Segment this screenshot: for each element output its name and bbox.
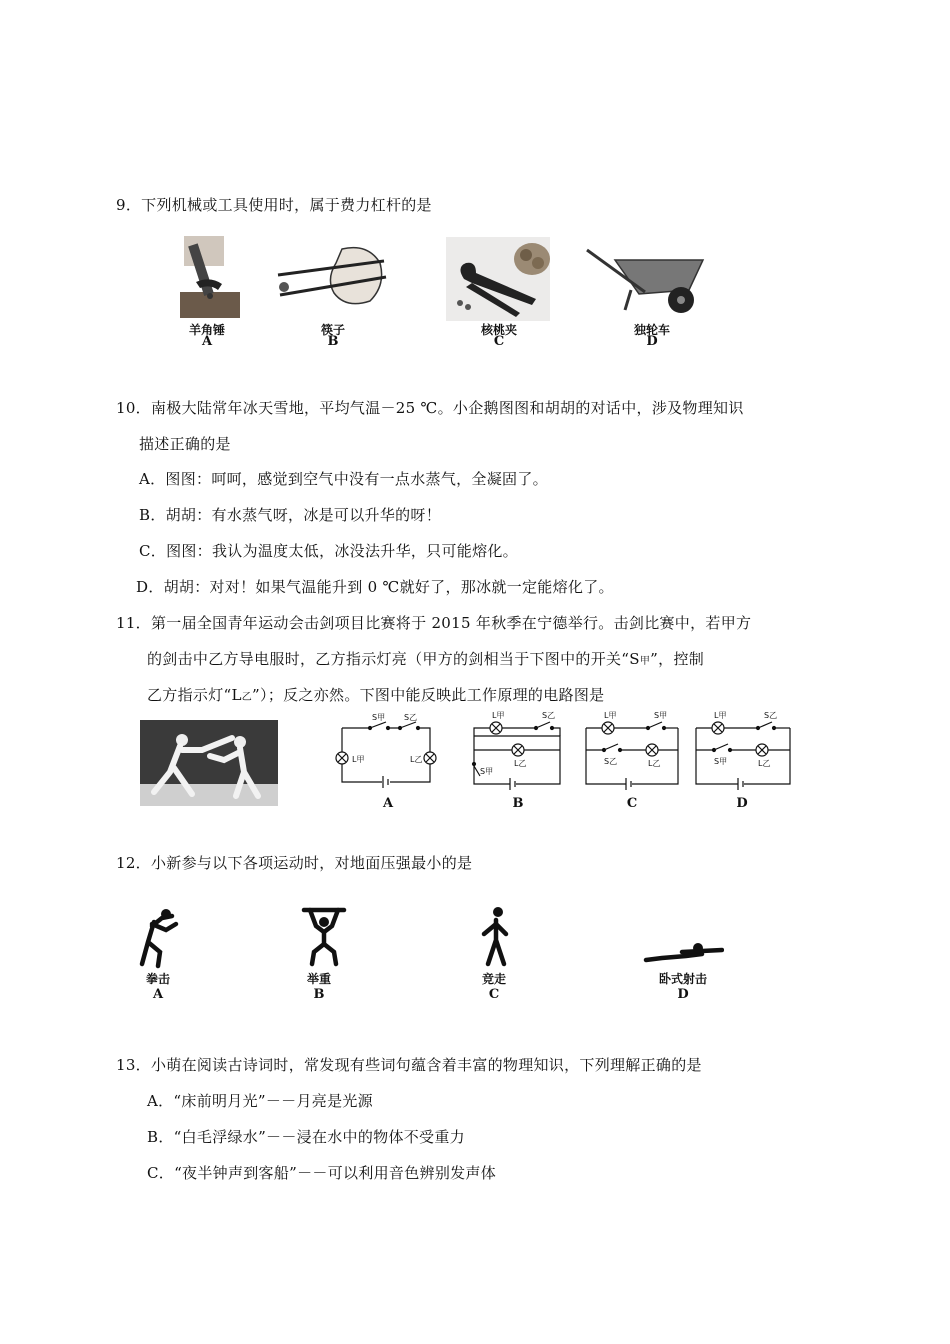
circuit-d-label-l-yi: L乙 (758, 759, 771, 768)
q9-caption-a: 羊角锤 (188, 323, 225, 337)
circuit-d-label-l-jia: L甲 (714, 711, 727, 720)
q11-stem-line3-end: ”）；反之亦然。下图中能反映此工作原理的电路图是 (252, 686, 605, 704)
prone-shooting-pictogram (642, 940, 724, 966)
q11-stem-line2-text: 的剑击中乙方导电服时，乙方指示灯亮（甲方的剑相当于下图中的开关“S (147, 650, 640, 668)
q9-letter-d: D (646, 334, 658, 349)
q11-stem-line1: 11．第一届全国青年运动会击剑项目比赛将于 2015 年秋季在宁德举行。击剑比赛中，若甲方 (116, 614, 752, 632)
circuit-b-label-s-jia: S甲 (480, 767, 494, 776)
q13-option-a: A．“床前明月光”－－月亮是光源 (147, 1092, 373, 1110)
fencing-photo (140, 720, 278, 806)
q12-letter-a: A (152, 987, 164, 1002)
circuit-a-letter: A (382, 796, 394, 811)
chopsticks-image (276, 243, 388, 311)
circuit-c (582, 708, 682, 790)
q12-letter-d: D (677, 987, 689, 1002)
circuit-b-label-s-yi: S乙 (542, 711, 556, 720)
q9-letter-b: B (327, 334, 339, 349)
q9-letter-c: C (493, 334, 505, 349)
circuit-a-label-l-jia: L甲 (352, 755, 365, 764)
circuit-c-label-s-jia: S甲 (654, 711, 668, 720)
q12-caption-a: 拳击 (145, 972, 170, 986)
q9-caption-c: 核桃夹 (480, 323, 517, 337)
circuit-b (466, 708, 566, 790)
q12-stem: 12．小新参与以下各项运动时，对地面压强最小的是 (116, 854, 473, 872)
q12-letter-b: B (313, 987, 325, 1002)
q10-option-b: B．胡胡：有水蒸气呀，冰是可以升华的呀！ (139, 506, 442, 524)
q10-stem-line1: 10．南极大陆常年冰天雪地，平均气温－25 ℃。小企鹅图图和胡胡的对话中，涉及物理知识 (116, 399, 744, 417)
circuit-a-label-l-yi: L乙 (410, 755, 423, 764)
circuit-b-label-l-yi: L乙 (514, 759, 527, 768)
boxing-pictogram (132, 908, 188, 970)
circuit-b-label-l-jia: L甲 (492, 711, 505, 720)
nutcracker-image (446, 237, 550, 321)
circuit-d (692, 708, 796, 790)
q12-caption-b: 举重 (306, 972, 331, 986)
q9-stem: 9．下列机械或工具使用时，属于费力杠杆的是 (116, 196, 432, 214)
wheelbarrow-image (585, 246, 707, 318)
weightlifting-pictogram (300, 904, 348, 968)
q13-stem: 13．小萌在阅读古诗词时，常发现有些词句蕴含着丰富的物理知识，下列理解正确的是 (116, 1056, 702, 1074)
q12-caption-d: 卧式射击 (658, 972, 707, 986)
q10-option-d: D．胡胡：对对！如果气温能升到 0 ℃就好了，那冰就一定能熔化了。 (136, 578, 614, 596)
circuit-a-label-s-yi: S乙 (404, 713, 418, 722)
q10-option-c: C．图图：我认为温度太低，冰没法升华，只可能熔化。 (139, 542, 518, 560)
q11-stem-line3-text: 乙方指示灯“L (147, 686, 242, 704)
q10-option-a: A．图图：呵呵，感觉到空气中没有一点水蒸气，全凝固了。 (139, 470, 548, 488)
circuit-d-label-s-jia: S甲 (714, 757, 728, 766)
circuit-a (330, 710, 442, 790)
claw-hammer-image (180, 236, 240, 320)
circuit-b-letter: B (512, 796, 524, 811)
circuit-d-label-s-yi: S乙 (764, 711, 778, 720)
q13-option-b: B．“白毛浮绿水”－－浸在水中的物体不受重力 (147, 1128, 465, 1146)
q10-stem-line2: 描述正确的是 (139, 435, 231, 453)
q13-option-c: C．“夜半钟声到客船”－－可以利用音色辨别发声体 (147, 1164, 497, 1182)
circuit-c-label-l-yi: L乙 (648, 759, 661, 768)
q11-stem-line3 (147, 684, 604, 705)
q11-stem-line2 (147, 648, 704, 669)
q9-caption-d: 独轮车 (633, 323, 670, 337)
circuit-a-label-s-jia: S甲 (372, 713, 386, 722)
q11-stem-line3-sub: 乙 (241, 692, 253, 703)
race-walking-pictogram (478, 906, 516, 968)
q11-stem-line2-end: ”，控制 (650, 650, 705, 668)
circuit-c-letter: C (626, 796, 638, 811)
q9-caption-b: 筷子 (320, 323, 345, 337)
q12-caption-c: 竞走 (481, 972, 506, 986)
q9-letter-a: A (201, 334, 213, 349)
circuit-d-letter: D (736, 796, 748, 811)
circuit-c-label-l-jia: L甲 (604, 711, 617, 720)
circuit-c-label-s-yi: S乙 (604, 757, 618, 766)
q11-stem-line2-sub: 甲 (639, 656, 651, 667)
q12-letter-c: C (488, 987, 500, 1002)
